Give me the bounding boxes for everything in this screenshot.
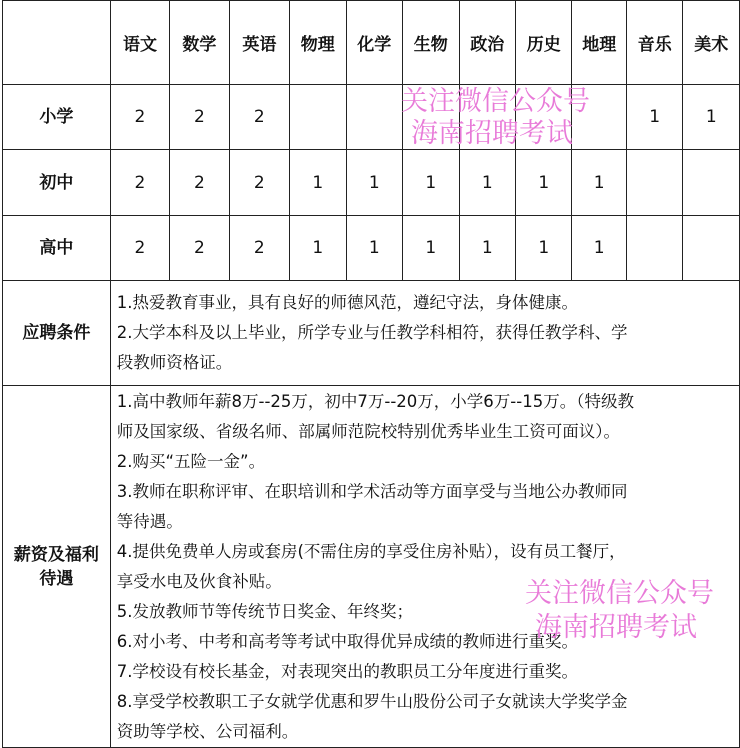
table-row-junior <box>3 150 740 216</box>
subject-header: 语文 <box>110 1 169 85</box>
benefits-line: 3.教师在职称评审、在职培训和学术活动等方面享受与当地公办教师同 <box>116 481 628 501</box>
quota-cell: 1 <box>290 150 346 216</box>
quota-cell: 2 <box>229 85 289 150</box>
subject-header: 物理 <box>290 1 346 85</box>
quota-cell: 1 <box>290 216 346 281</box>
subject-header: 地理 <box>572 1 627 85</box>
watermark-text: 关注微信公众号 <box>401 86 590 117</box>
subject-header-row <box>3 1 740 85</box>
quota-cell <box>459 85 515 150</box>
watermark-text: 海南招聘考试 <box>411 118 573 149</box>
row-label: 高中 <box>3 216 111 281</box>
quota-cell: 2 <box>170 85 229 150</box>
watermark-text: 关注微信公众号 <box>525 578 714 609</box>
benefits-row <box>3 386 740 748</box>
quota-cell: 2 <box>110 150 169 216</box>
table-row-senior <box>3 216 740 281</box>
benefits-line: 8.享受学校教职工子女就学优惠和罗牛山股份公司子女就读大学奖学金 <box>116 691 628 711</box>
quota-cell <box>290 85 346 150</box>
quota-cell: 1 <box>626 85 682 150</box>
benefits-label-line: 待遇 <box>39 568 74 589</box>
quota-cell: 1 <box>572 150 627 216</box>
benefits-label <box>3 386 111 748</box>
subject-header: 化学 <box>346 1 402 85</box>
corner-cell <box>3 1 111 85</box>
requirements-line: 段教师资格证。 <box>116 353 233 372</box>
benefits-line: 1.高中教师年薪8万--25万，初中7万--20万，小学6万--15万。（特级教 <box>116 391 634 411</box>
subject-header: 美术 <box>683 1 740 85</box>
quota-cell: 1 <box>403 150 459 216</box>
benefits-label-line: 薪资及福利 <box>13 544 99 565</box>
quota-cell: 1 <box>572 216 627 281</box>
quota-cell: 2 <box>110 85 169 150</box>
subject-header: 数学 <box>170 1 229 85</box>
quota-cell: 1 <box>515 150 571 216</box>
quota-cell: 1 <box>459 216 515 281</box>
quota-cell: 1 <box>515 216 571 281</box>
benefits-line: 等待遇。 <box>116 511 183 531</box>
quota-cell: 1 <box>346 150 402 216</box>
quota-cell: 2 <box>170 150 229 216</box>
subject-header: 音乐 <box>626 1 682 85</box>
quota-cell: 1 <box>403 216 459 281</box>
benefits-line: 资助等学校、公司福利。 <box>116 721 299 741</box>
benefits-line: 4.提供免费单人房或套房(不需住房的享受住房补贴），设有员工餐厅， <box>116 541 626 561</box>
benefits-line: 6.对小考、中考和高考等考试中取得优异成绩的教师进行重奖。 <box>116 631 578 651</box>
quota-cell: 2 <box>229 216 289 281</box>
benefits-line: 5.发放教师节等传统节日奖金、年终奖； <box>116 601 413 621</box>
quota-cell: 2 <box>110 216 169 281</box>
quota-cell: 1 <box>683 85 740 150</box>
benefits-text <box>110 386 739 748</box>
quota-cell: 2 <box>170 216 229 281</box>
quota-cell <box>683 150 740 216</box>
requirements-text <box>110 281 739 386</box>
subject-header: 政治 <box>459 1 515 85</box>
quota-cell <box>346 85 402 150</box>
quota-cell: 2 <box>229 150 289 216</box>
quota-cell <box>572 85 627 150</box>
requirements-line: 1.热爱教育事业，具有良好的师德风范，遵纪守法，身体健康。 <box>116 293 578 312</box>
table-row-primary <box>3 85 740 150</box>
recruitment-table <box>2 0 740 748</box>
benefits-line: 7.学校设有校长基金，对表现突出的教职员工分年度进行重奖。 <box>116 661 578 681</box>
quota-cell <box>683 216 740 281</box>
quota-cell: 1 <box>459 150 515 216</box>
subject-header: 生物 <box>403 1 459 85</box>
benefits-line: 享受水电及伙食补贴。 <box>116 571 282 591</box>
benefits-line: 2.购买“五险一金”。 <box>116 451 266 471</box>
quota-cell: 1 <box>346 216 402 281</box>
quota-cell <box>403 85 459 150</box>
quota-cell <box>626 150 682 216</box>
quota-cell <box>515 85 571 150</box>
row-label: 小学 <box>3 85 111 150</box>
row-label: 初中 <box>3 150 111 216</box>
quota-cell <box>626 216 682 281</box>
requirements-line: 2.大学本科及以上毕业，所学专业与任教学科相符，获得任教学科、学 <box>116 323 628 342</box>
watermark-text: 海南招聘考试 <box>535 612 697 643</box>
subject-header: 英语 <box>229 1 289 85</box>
requirements-row <box>3 281 740 386</box>
benefits-line: 师及国家级、省级名师、部属师范院校特别优秀毕业生工资可面议）。 <box>116 421 620 441</box>
requirements-label: 应聘条件 <box>3 281 111 386</box>
subject-header: 历史 <box>515 1 571 85</box>
